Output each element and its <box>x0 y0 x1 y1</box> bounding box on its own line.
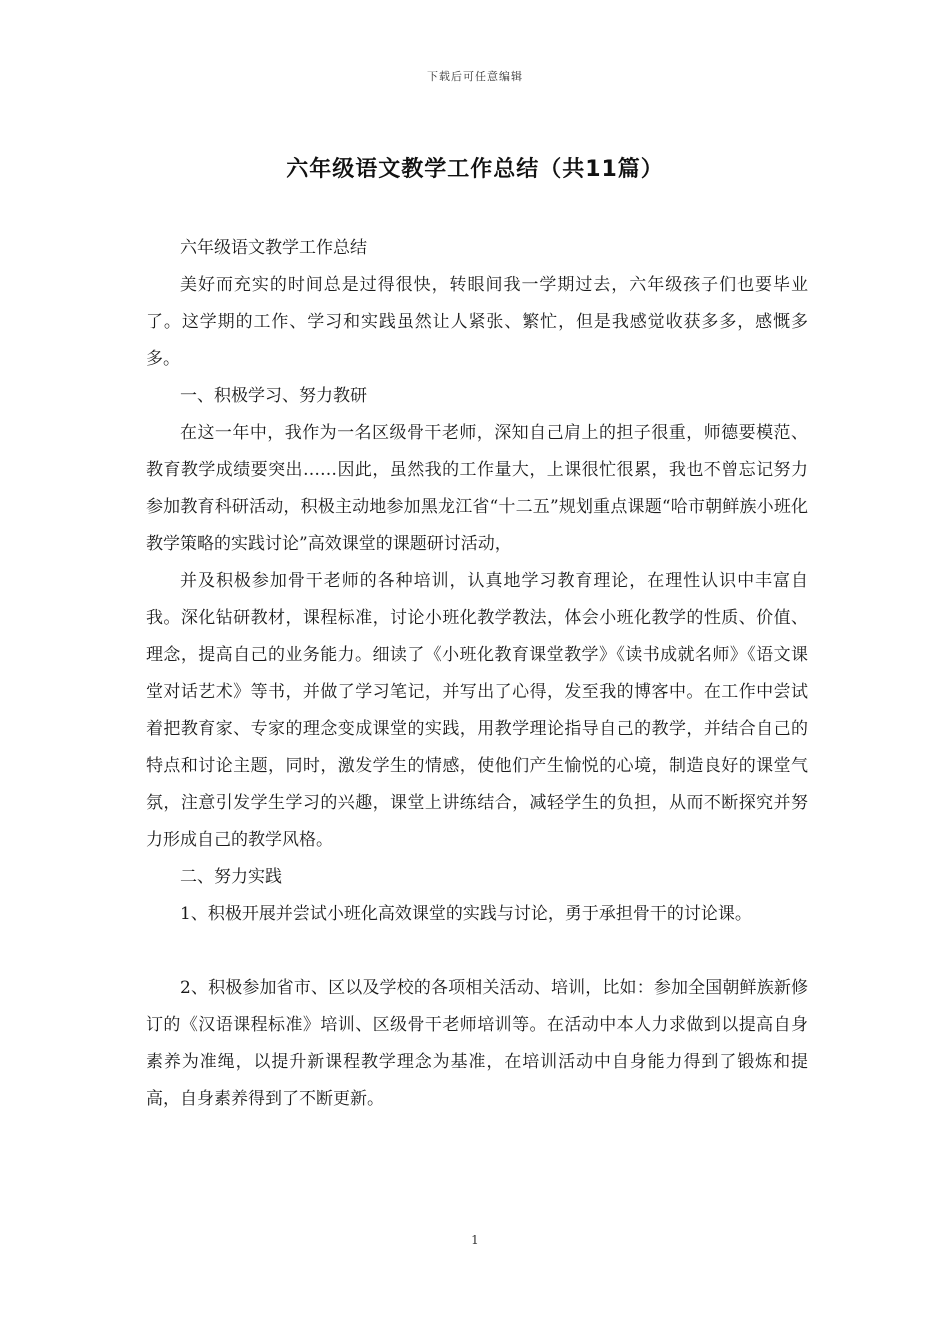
section-heading-1: 一、积极学习、努力教研 <box>180 386 367 406</box>
paragraph-subtitle: 六年级语文教学工作总结 <box>180 238 367 258</box>
page-header: 下载后可任意编辑 <box>427 70 523 83</box>
paragraph-training: 并及积极参加骨干老师的各种培训，认真地学习教育理论，在理性认识中丰富自我。深化钻研教材，课程标准，讨论小班化教学教法，体会小班化教学的性质、价值、理念，提高自己的业务能力。细读了《小班化教育课堂教学》《读书成就名师》《语文课堂对话艺术》等书，并做了学习笔记，并写出了心得，发至我的博客中。在工作中尝试着把教育家、专家的理念变成课堂的实践，用教学理论指导自己的教学，并结合自己的特点和讨论主题，同时，激发学生的情感，使他们产生愉悦的心境，制造良好的课堂气氛，注意引发学生学习的兴趣，课堂上讲练结合，减轻学生的负担，从而不断探究并努力形成自己的教学风格。 <box>146 571 808 850</box>
paragraph-practice-2: 2、积极参加省市、区以及学校的各项相关活动、培训，比如：参加全国朝鲜族新修订的《汉语课程标准》培训、区级骨干老师培训等。在活动中本人力求做到以提高自身素养为准绳，以提升新课程教学理念为基准，在培训活动中自身能力得到了锻炼和提高，自身素养得到了不断更新。 <box>146 978 808 1109</box>
paragraph-research: 在这一年中，我作为一名区级骨干老师，深知自己肩上的担子很重，师德要模范、教育教学成绩要突出……因此，虽然我的工作量大，上课很忙很累，我也不曾忘记努力参加教育科研活动，积极主动地参加黑龙江省“十二五”规划重点课题“哈市朝鲜族小班化教学策略的实践讨论”高效课堂的课题研讨活动， <box>146 423 808 554</box>
page-number: 1 <box>471 1233 479 1247</box>
document-body <box>146 230 808 1118</box>
section-heading-2: 二、努力实践 <box>180 867 282 887</box>
paragraph-intro: 美好而充实的时间总是过得很快，转眼间我一学期过去，六年级孩子们也要毕业了。这学期的工作、学习和实践虽然让人紧张、繁忙，但是我感觉收获多多，感慨多多。 <box>146 275 808 369</box>
document-title: 六年级语文教学工作总结（共11篇） <box>286 157 664 182</box>
paragraph-practice-1: 1、积极开展并尝试小班化高效课堂的实践与讨论，勇于承担骨干的讨论课。 <box>180 904 752 924</box>
